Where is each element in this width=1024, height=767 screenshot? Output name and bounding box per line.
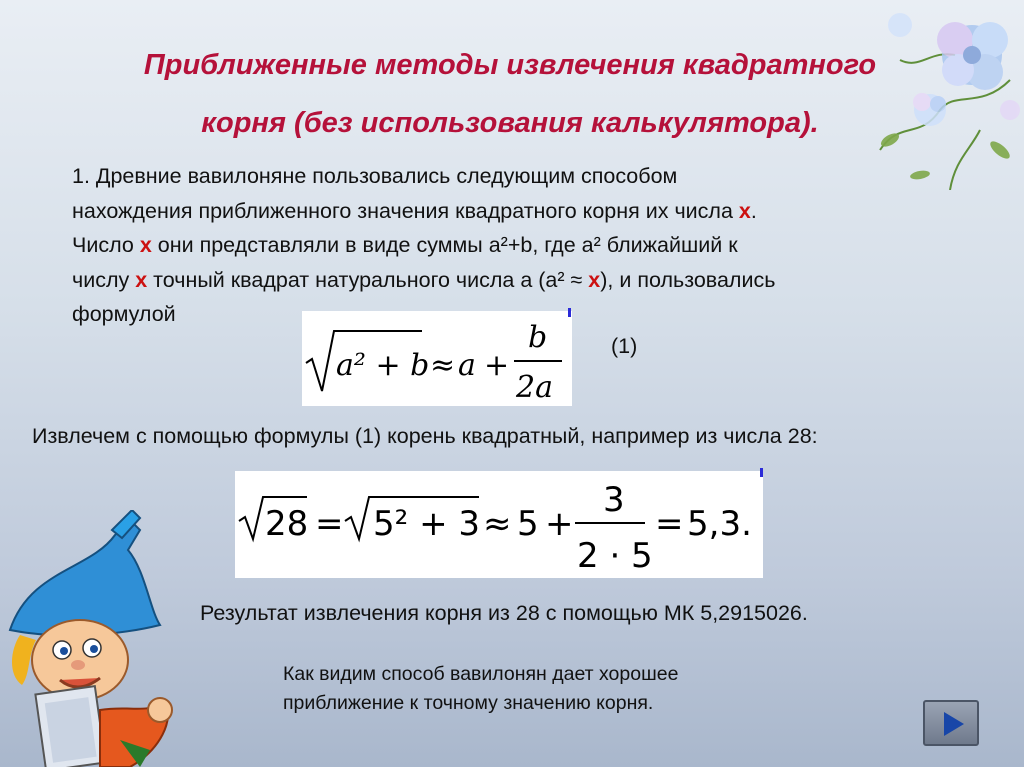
equation-number: (1) <box>611 334 638 358</box>
formula-1-marker <box>568 308 571 317</box>
intro-paragraph <box>72 159 1002 332</box>
formula-1-graphic <box>302 311 572 406</box>
intro-text: они представляли в виде суммы а²+b, где а² ближайший к <box>151 233 738 257</box>
formula-1-approx: ≈ <box>430 348 456 383</box>
formula-2-graphic <box>235 471 763 578</box>
conclusion-line-1: Как видим способ вавилонян дает хорошее <box>283 663 679 685</box>
intro-text: точный квадрат натурального числа а (а² ≈ <box>147 267 589 292</box>
intro-line-5: формулой <box>72 302 176 326</box>
formula-1-radicand: a² + b <box>336 348 430 383</box>
variable-x: х <box>738 198 751 223</box>
variable-x: х <box>135 267 148 292</box>
next-slide-button[interactable] <box>923 700 979 746</box>
intro-line-2 <box>72 194 1002 229</box>
formula-2-radicand-28: 28 <box>265 504 309 544</box>
intro-text: Число <box>72 233 140 257</box>
example-text: Извлечем с помощью формулы (1) корень квадратный, например из числа 28: <box>32 424 818 448</box>
formula-2-marker <box>760 468 763 477</box>
intro-text: нахождения приближенного значения квадратного корня их числа <box>72 198 739 223</box>
formula-2-plus: + <box>545 504 574 544</box>
formula-2-equals-2: = <box>655 504 684 544</box>
formula-2-five: 5 <box>517 504 539 544</box>
variable-x: х <box>588 267 601 292</box>
formula-2-approx: ≈ <box>483 504 512 544</box>
intro-text: ), и пользовались <box>600 267 776 292</box>
formula-2-denominator: 2 · 5 <box>577 536 653 576</box>
formula-1-numerator: b <box>528 320 548 355</box>
result-text: Результат извлечения корня из 28 с помощью МК 5,2915026. <box>200 601 808 625</box>
slide-title-line-1: Приближенные методы извлечения квадратного <box>143 49 877 81</box>
formula-2-numerator: 3 <box>603 480 625 520</box>
intro-line-4 <box>72 263 1002 298</box>
intro-line-1: 1. Древние вавилоняне пользовались следующим способом <box>72 164 678 188</box>
intro-line-3 <box>72 228 1002 263</box>
formula-1-denominator: 2a <box>516 370 553 405</box>
conclusion-text <box>283 660 678 718</box>
formula-2 <box>235 471 763 578</box>
slide-title-line-2: корня (без использования калькулятора). <box>201 107 819 139</box>
formula-2-inner: 5² + 3 <box>373 504 480 544</box>
cartoon-character-icon <box>0 510 190 767</box>
formula-2-equals: = <box>315 504 344 544</box>
intro-text: . <box>750 198 757 223</box>
formula-1-a: a <box>458 348 476 383</box>
variable-x: х <box>139 233 152 257</box>
formula-2-result: 5,3. <box>687 504 752 544</box>
intro-text: числу <box>72 267 136 292</box>
conclusion-line-2: приближение к точному значению корня. <box>283 692 654 714</box>
formula-1 <box>302 311 572 406</box>
formula-1-plus: + <box>484 348 510 383</box>
